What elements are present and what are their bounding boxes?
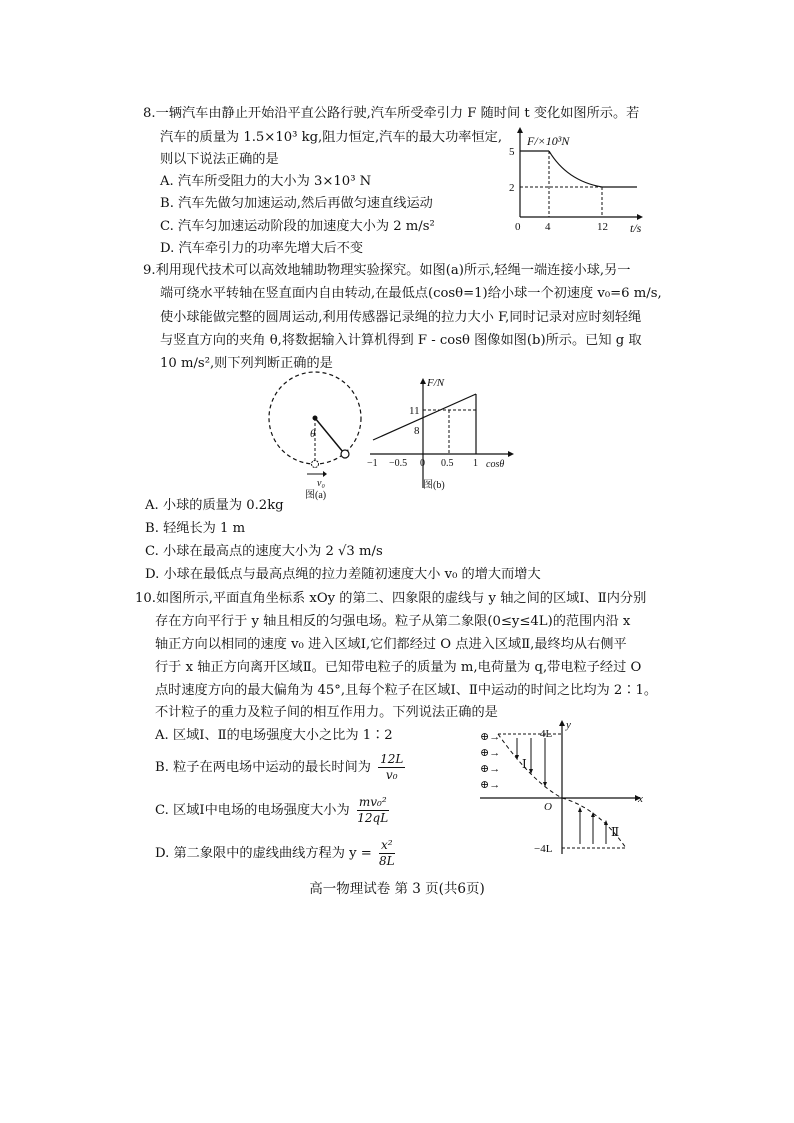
page-footer: 高一物理试卷 第 3 页(共6页) <box>309 881 485 897</box>
q9-x-tick-1: 1 <box>473 458 478 469</box>
q9-y-tick-11: 11 <box>409 405 420 417</box>
q8-x-tick-0: 0 <box>515 221 521 233</box>
q9-x-tick-m05: −0.5 <box>389 458 408 469</box>
q9-line-5: 10 m/s²,则下列判断正确的是 <box>160 356 333 371</box>
q10-option-d-text: D. 第二象限中的虚线曲线方程为 y = <box>155 846 372 861</box>
q10-y-bottom-label: −4L <box>534 843 553 855</box>
q10-option-b-fraction: $\frac{12L}{\text{v₀}}$ <box>380 752 404 782</box>
q10-particle-2: ⊕→ <box>480 747 501 759</box>
q9-option-d: D. 小球在最低点与最高点绳的拉力差随初速度大小 v₀ 的增大而增大 <box>145 567 541 582</box>
q10-field-figure <box>470 720 650 860</box>
q9-x-axis-label: cosθ <box>486 459 505 470</box>
q9-x-tick-m1: −1 <box>367 458 378 469</box>
q8-option-a: A. 汽车所受阻力的大小为 3×10³ N <box>160 174 372 189</box>
q10-option-c <box>155 795 389 826</box>
q8-line-1: 8.一辆汽车由静止开始沿平直公路行驶,汽车所受牵引力 F 随时间 t 变化如图所示。若 <box>143 106 640 121</box>
q9-option-b: B. 轻绳长为 1 m <box>145 521 246 536</box>
q10-particle-1: ⊕→ <box>480 731 501 743</box>
q10-particle-4: ⊕→ <box>480 779 501 791</box>
q10-y-axis-label: y <box>566 719 571 731</box>
q9-line-4: 与竖直方向的夹角 θ,将数据输入计算机得到 F - cosθ 图像如图(b)所示。已知 g 取 <box>160 333 642 348</box>
q8-x-tick-12: 12 <box>597 221 608 233</box>
q10-option-b <box>155 752 405 783</box>
q9-y-axis-label: F/N <box>427 377 445 389</box>
q9-theta-label: θ <box>310 428 316 440</box>
q9-option-a: A. 小球的质量为 0.2kg <box>145 498 284 513</box>
q9-caption-b: 图(b) <box>423 480 445 491</box>
q10-line-3: 轴正方向以相同的速度 v₀ 进入区域Ⅰ,它们都经过 O 点进入区域Ⅱ,最终均从右侧平 <box>155 637 627 652</box>
q8-y-tick-2: 2 <box>509 182 515 194</box>
q10-option-d-fraction: $\frac{\text{x²}}{8L}$ <box>379 838 395 868</box>
q10-option-c-fraction: $\frac{\text{mv₀²}}{12qL}$ <box>357 795 389 825</box>
q10-line-2: 存在方向平行于 y 轴且相反的匀强电场。粒子从第二象限(0≤y≤4L)的范围内沿 x <box>155 614 631 629</box>
q8-option-c: C. 汽车匀加速运动阶段的加速度大小为 2 m/s² <box>160 219 435 234</box>
q8-option-b: B. 汽车先做匀加速运动,然后再做匀速直线运动 <box>160 196 433 211</box>
q10-x-axis-label: x <box>638 793 643 805</box>
q8-option-d: D. 汽车牵引力的功率先增大后不变 <box>160 241 364 256</box>
q10-line-5: 点时速度方向的最大偏角为 45°,且每个粒子在区域Ⅰ、Ⅱ中运动的时间之比均为 2∶1。 <box>155 683 658 698</box>
q9-y-tick-8: 8 <box>414 425 420 437</box>
q10-line-6: 不计粒子的重力及粒子间的相互作用力。下列说法正确的是 <box>155 705 498 720</box>
q9-line-3: 使小球能做完整的圆周运动,利用传感器记录绳的拉力大小 F,同时记录对应时刻轻绳 <box>160 310 642 325</box>
q8-y-axis-label: F/×10³N <box>527 134 570 148</box>
q10-option-c-text: C. 区域Ⅰ中电场的电场强度大小为 <box>155 803 350 818</box>
q9-option-c: C. 小球在最高点的速度大小为 2 √3 m/s <box>145 544 383 559</box>
q9-x-tick-0: 0 <box>420 458 425 469</box>
q8-line-2: 汽车的质量为 1.5×10³ kg,阻力恒定,汽车的最大功率恒定, <box>160 130 503 145</box>
q10-y-top-label: 4L <box>540 728 553 740</box>
q9-figure-b <box>365 370 525 500</box>
q10-option-b-text: B. 粒子在两电场中运动的最长时间为 <box>155 760 371 775</box>
q9-force-line <box>373 394 476 440</box>
q9-v0-label: v₀ <box>317 478 325 489</box>
q10-line-4: 行于 x 轴正方向离开区域Ⅱ。已知带电粒子的质量为 m,电荷量为 q,带电粒子经过 O <box>155 660 642 675</box>
q8-x-tick-4: 4 <box>545 221 551 233</box>
q9-line-2: 端可绕水平转轴在竖直面内自由转动,在最低点(cosθ=1)给小球一个初速度 v₀=6 m/s, <box>160 286 662 301</box>
q10-option-a: A. 区域Ⅰ、Ⅱ的电场强度大小之比为 1∶2 <box>155 728 393 743</box>
q10-line-1: 10.如图所示,平面直角坐标系 xOy 的第二、四象限的虚线与 y 轴之间的区域Ⅰ、Ⅱ内分别 <box>135 591 647 606</box>
q8-y-tick-5: 5 <box>509 146 515 158</box>
q8-force-time-graph <box>505 125 655 235</box>
q9-x-tick-05: 0.5 <box>441 458 454 469</box>
q8-x-axis-label: t/s <box>630 221 642 235</box>
q8-line-3: 则以下说法正确的是 <box>160 152 279 167</box>
q10-option-d <box>155 838 395 869</box>
q9-line-1: 9.利用现代技术可以高效地辅助物理实验探究。如图(a)所示,轻绳一端连接小球,另一 <box>143 263 631 278</box>
q10-particle-3: ⊕→ <box>480 763 501 775</box>
q10-region-2-label: Ⅱ <box>611 825 620 839</box>
q9-caption-a: 图(a) <box>305 490 327 501</box>
q10-origin-label: O <box>544 801 552 813</box>
q9-figure-a <box>265 370 375 500</box>
q10-region-1-label: Ⅰ <box>522 757 527 771</box>
